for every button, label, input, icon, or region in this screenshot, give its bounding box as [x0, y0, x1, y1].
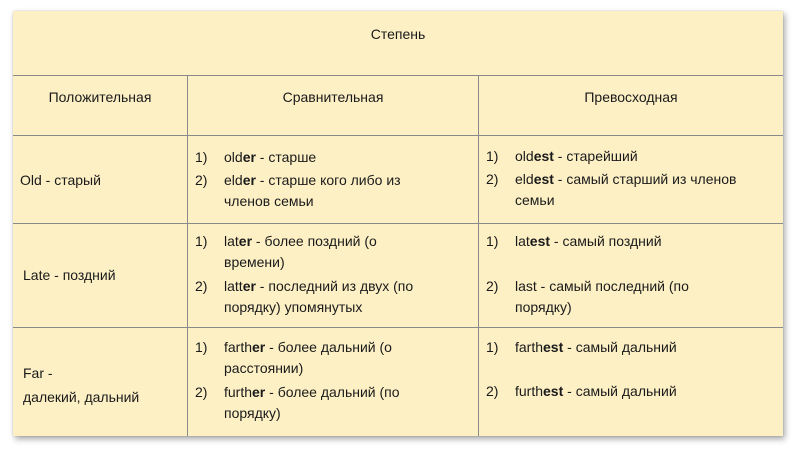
translation: - более дальний (по: [265, 384, 400, 400]
positive-cell: [23, 361, 139, 409]
translation: - последний из двух (по: [255, 278, 414, 294]
translation: - более дальний (о: [265, 339, 392, 355]
translation: - самый дальний: [563, 383, 677, 399]
item-number: 2): [195, 384, 208, 400]
word-stem: eld: [515, 171, 534, 187]
word-suffix: er: [242, 278, 256, 294]
positive-cell: Old - старый: [20, 172, 101, 188]
translation-continued: времени): [224, 254, 285, 270]
translation: - самый старший из членов: [553, 171, 737, 187]
column-header-positive: Положительная: [48, 89, 152, 105]
item-number: 1): [486, 148, 499, 164]
word-suffix: er: [242, 172, 256, 188]
word-suffix: er: [252, 339, 266, 355]
divider: [478, 75, 479, 436]
word-suffix: est: [529, 233, 551, 249]
translation: - самый последний (по: [536, 278, 689, 294]
word-suffix: er: [252, 384, 266, 400]
translation-continued: порядку) упомянутых: [224, 299, 363, 315]
divider: [13, 135, 783, 136]
word-suffix: est: [543, 383, 564, 399]
word-suffix: er: [238, 233, 253, 249]
word-suffix: est: [533, 171, 554, 187]
translation: - старейший: [553, 148, 638, 164]
translation: - самый поздний: [550, 233, 662, 249]
item-number: 2): [195, 172, 208, 188]
column-header-comparative: Сравнительная: [282, 89, 384, 105]
item-number: 1): [195, 149, 208, 165]
item-number: 2): [195, 278, 208, 294]
item-number: 2): [486, 278, 499, 294]
item-number: 1): [486, 339, 499, 355]
translation-continued: семьи: [515, 192, 555, 208]
divider: [187, 75, 188, 436]
translation-continued: порядку): [515, 299, 572, 315]
translation: - старше кого либо из: [255, 172, 401, 188]
word-stem: lat: [224, 233, 239, 249]
word-stem: farth: [224, 339, 253, 355]
item-number: 1): [195, 233, 208, 249]
divider: [13, 327, 783, 328]
positive-translation: далекий, дальний: [23, 389, 140, 405]
translation: - старше: [255, 149, 317, 165]
translation-continued: порядку): [224, 405, 281, 421]
item-number: 2): [486, 383, 499, 399]
word-stem: old: [515, 148, 534, 164]
item-number: 1): [486, 233, 499, 249]
column-header-superlative: Превосходная: [584, 89, 678, 105]
translation-continued: расстоянии): [224, 360, 304, 376]
item-number: 1): [195, 339, 208, 355]
word-stem: farth: [515, 339, 544, 355]
word-stem: furth: [515, 383, 544, 399]
word-stem: last: [515, 278, 537, 294]
item-number: 2): [486, 171, 499, 187]
word-suffix: est: [543, 339, 564, 355]
translation-continued: членов семьи: [224, 193, 314, 209]
word-stem: old: [224, 149, 243, 165]
word-suffix: er: [242, 149, 256, 165]
divider: [13, 223, 783, 224]
word-stem: eld: [224, 172, 243, 188]
word-stem: latt: [224, 278, 243, 294]
word-stem: lat: [515, 233, 530, 249]
degrees-table: [13, 11, 783, 436]
translation: - более поздний (о: [252, 233, 377, 249]
positive-word: Far -: [23, 365, 53, 381]
word-stem: furth: [224, 384, 253, 400]
table-title: Степень: [370, 26, 426, 42]
word-suffix: est: [533, 148, 554, 164]
translation: - самый дальний: [563, 339, 677, 355]
divider: [13, 75, 783, 76]
positive-cell: Late - поздний: [23, 267, 116, 283]
